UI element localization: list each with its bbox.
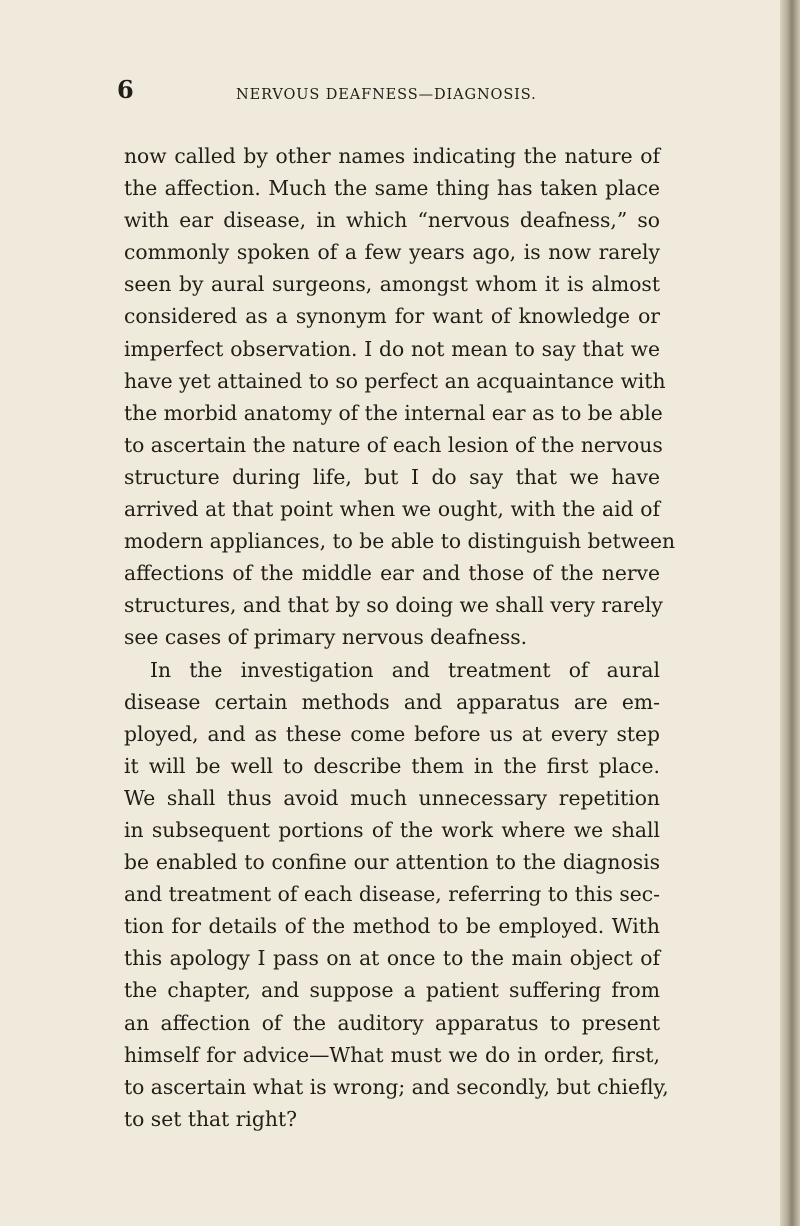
text-line: considered as a synonym for want of knowledge or: [124, 304, 660, 329]
text-line: structures, and that by so doing we shall very rarely: [124, 593, 663, 618]
text-line: to ascertain what is wrong; and secondly, but chiefly,: [124, 1074, 669, 1099]
text-line: this apology I pass on at once to the main object of: [124, 946, 660, 971]
body-text: [124, 140, 676, 1135]
text-line: In the investigation and treatment of aural: [150, 657, 660, 682]
text-line: seen by aural surgeons, amongst whom it is almost: [124, 272, 660, 297]
text-line: We shall thus avoid much unnecessary repetition: [124, 785, 660, 810]
text-line: with ear disease, in which “nervous deafness,” so: [124, 208, 660, 233]
text-line: the morbid anatomy of the internal ear as to be able: [124, 400, 663, 425]
text-line: it will be well to describe them in the first place.: [124, 753, 660, 778]
text-line: arrived at that point when we ought, with the aid of: [124, 497, 660, 522]
text-line: disease certain methods and apparatus are em-: [124, 689, 660, 714]
text-line: himself for advice—What must we do in order, first,: [124, 1042, 660, 1067]
text-line: be enabled to confine our attention to the diagnosis: [124, 850, 660, 875]
text-line: affections of the middle ear and those of the nerve: [124, 561, 660, 586]
text-line: the chapter, and suppose a patient suffering from: [124, 978, 660, 1003]
running-head: NERVOUS DEAFNESS—DIAGNOSIS.: [236, 87, 537, 103]
text-line: an affection of the auditory apparatus to present: [124, 1010, 660, 1035]
text-line: and treatment of each disease, referring to this sec-: [124, 882, 660, 907]
text-line: have yet attained to so perfect an acquaintance with: [124, 368, 666, 393]
text-line: tion for details of the method to be employed. With: [124, 914, 660, 939]
text-line: commonly spoken of a few years ago, is now rarely: [124, 240, 660, 265]
text-line: ployed, and as these come before us at every step: [124, 721, 660, 746]
page-number: 6: [117, 75, 134, 104]
text-line: now called by other names indicating the nature of: [124, 144, 660, 168]
text-line: modern appliances, to be able to distinguish between: [124, 529, 676, 554]
page-edge: [780, 0, 800, 1226]
text-line: in subsequent portions of the work where we shall: [124, 817, 660, 842]
text-line: structure during life, but I do say that we have: [124, 464, 660, 489]
text-line: to ascertain the nature of each lesion of the nervous: [124, 432, 663, 457]
text-line: imperfect observation. I do not mean to say that we: [124, 336, 660, 361]
page-header: [117, 75, 677, 108]
text-line: the affection. Much the same thing has taken place: [124, 176, 660, 201]
text-line: to set that right?: [124, 1106, 297, 1131]
text-line: see cases of primary nervous deafness.: [124, 625, 528, 650]
